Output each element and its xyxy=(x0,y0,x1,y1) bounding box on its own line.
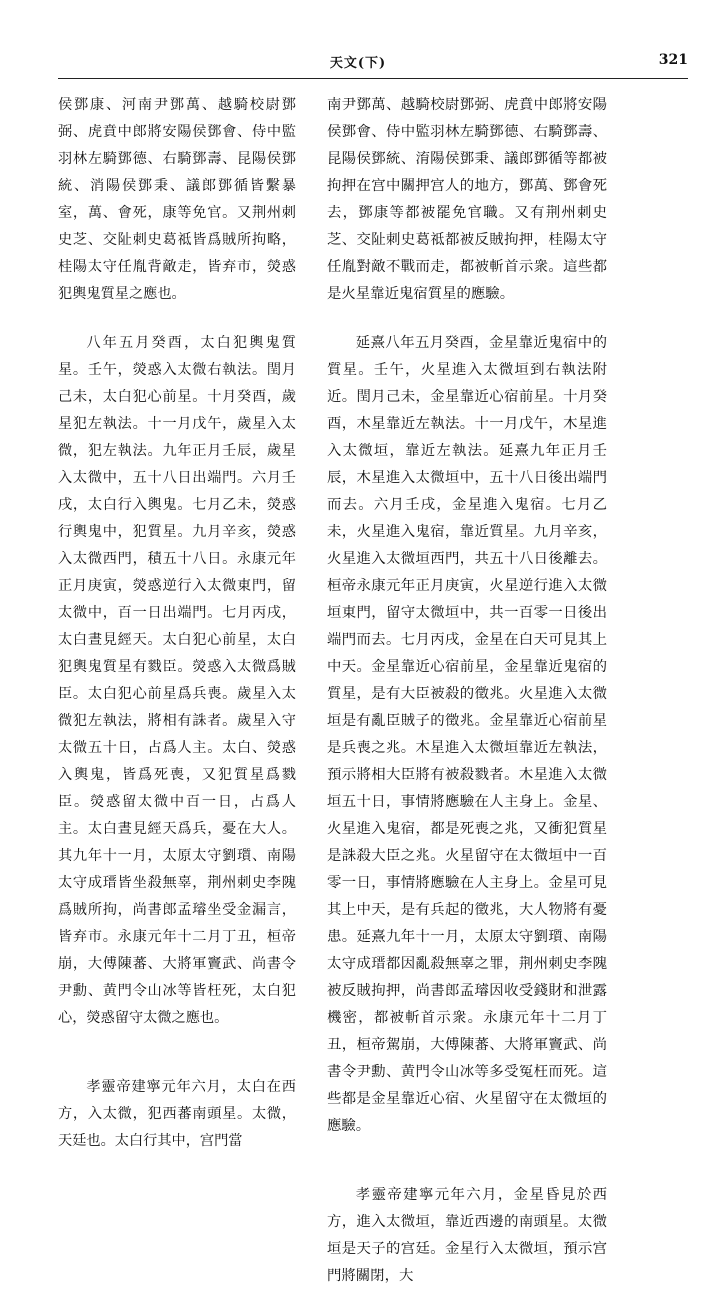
classical-text-column xyxy=(58,92,296,1155)
translation-paragraph-2: 延熹八年五月癸酉，金星靠近鬼宿中的質星。壬午，火星進入太微垣到右執法附近。閏月己未，金星靠近心宿前星。十月癸酉，木星靠近左執法。十一月戊午，木星進入太微垣，靠近左執法。延熹九年正月壬辰，木星進入太微垣中，五十八日後出端門而去。六月壬戌，金星進入鬼宿。七月乙未，火星進入鬼宿，靠近質星。九月辛亥，火星進入太微垣西門，共五十八日後離去。桓帝永康元年正月庚寅，火星逆行進入太微垣東門，留守太微垣中，共一百零一日後出端門而去。七月丙戌，金星在白天可見其上中天。金星靠近心宿前星，金星靠近鬼宿的質星，是有大臣被殺的徵兆。火星進入太微垣是有亂臣賊子的徵兆。金星靠近心宿前星是兵喪之兆。木星進入太微垣靠近左執法，預示將相大臣將有被殺戮者。木星進入太微垣五十日，事情將應驗在人主身上。金星、火星進入鬼宿，都是死喪之兆，又衝犯質星是誅殺大臣之兆。火星留守在太微垣中一百零一日，事情將應驗在人主身上。金星可見其上中天，是有兵起的徵兆，大人物將有憂患。延熹九年十一月，太原太守劉瓆、南陽太守成瑨都因亂殺無辜之罪，荆州刺史李隗被反賊拘押，尚書郎孟璿因收受錢財和泄露機密，都被斬首示衆。永康元年十二月丁丑，桓帝駕崩，大傅陳蕃、大將軍竇武、尚書令尹勳、黄門令山冰等多受冤枉而死。這些都是金星靠近心宿、火星留守在太微垣的應驗。 xyxy=(327,335,607,1134)
classical-paragraph-2: 八年五月癸酉，太白犯輿鬼質星。壬午，熒惑入太微右執法。閏月己未，太白犯心前星。十月癸酉，歲星犯左執法。十一月戊午，歲星入太微，犯左執法。九年正月壬辰，歲星入太微中，五十八日出端門。六月壬戌，太白行入輿鬼。七月乙未，熒惑行輿鬼中，犯質星。九月辛亥，熒惑入太微西門，積五十八日。永康元年正月庚寅，熒惑逆行入太微東門，留太微中，百一日出端門。七月丙戌，太白晝見經天。太白犯心前星，太白犯輿鬼質星有戮臣。熒惑入太微爲賊臣。太白犯心前星爲兵喪。歲星入太微犯左執法，將相有誅者。歲星入守太微五十日，占爲人主。太白、熒惑入輿鬼，皆爲死喪，又犯質星爲戮臣。熒惑留太微中百一日，占爲人主。太白晝見經天爲兵，憂在大人。其九年十一月，太原太守劉瓆、南陽太守成瑨皆坐殺無辜，荆州刺史李隗爲賊所拘，尚書郎孟璿坐受金漏言，皆弃市。永康元年十二月丁丑，桓帝崩，大傅陳蕃、大將軍竇武、尚書令尹勳、黄門令山冰等皆枉死，太白犯心，熒惑留守太微之應也。 xyxy=(58,335,296,1026)
translation-paragraph-1: 南尹鄧萬、越騎校尉鄧弼、虎賁中郎將安陽侯鄧會、侍中監羽林左騎鄧德、右騎鄧壽、昆陽侯鄧統、淯陽侯鄧秉、議郎鄧循等都被拘押在宫中關押宫人的地方，鄧萬、鄧會死去，鄧康等都被罷免官職。又有荆州刺史芝、交阯刺史葛祗都被反賊拘押，桂陽太守任胤對敵不戰而走，都被斬首示衆。這些都是火星靠近鬼宿質星的應驗。 xyxy=(327,97,607,302)
page-number: 321 xyxy=(658,52,688,68)
classical-paragraph-3: 孝靈帝建寧元年六月，太白在西方，入太微，犯西蕃南頭星。太微，天廷也。太白行其中，宫門當 xyxy=(58,1079,296,1149)
chapter-title: 天文(下) xyxy=(329,56,387,71)
translation-paragraph-3: 孝靈帝建寧元年六月，金星昏見於西方，進入太微垣，靠近西邊的南頭星。太微垣是天子的宫廷。金星行入太微垣，預示宫門將關閉，大 xyxy=(327,1187,607,1284)
running-header xyxy=(28,52,688,74)
classical-paragraph-1: 侯鄧康、河南尹鄧萬、越騎校尉鄧弼、虎賁中郎將安陽侯鄧會、侍中監羽林左騎鄧德、右騎鄧壽、昆陽侯鄧統、消陽侯鄧秉、議郎鄧循皆繫暴室，萬、會死，康等免官。又荆州刺史芝、交阯刺史葛祗皆爲賊所拘略，桂陽太守任胤背敵走，皆弃市，熒惑犯輿鬼質星之應也。 xyxy=(58,97,296,302)
translation-text-column xyxy=(327,92,607,1290)
header-divider xyxy=(58,78,688,79)
